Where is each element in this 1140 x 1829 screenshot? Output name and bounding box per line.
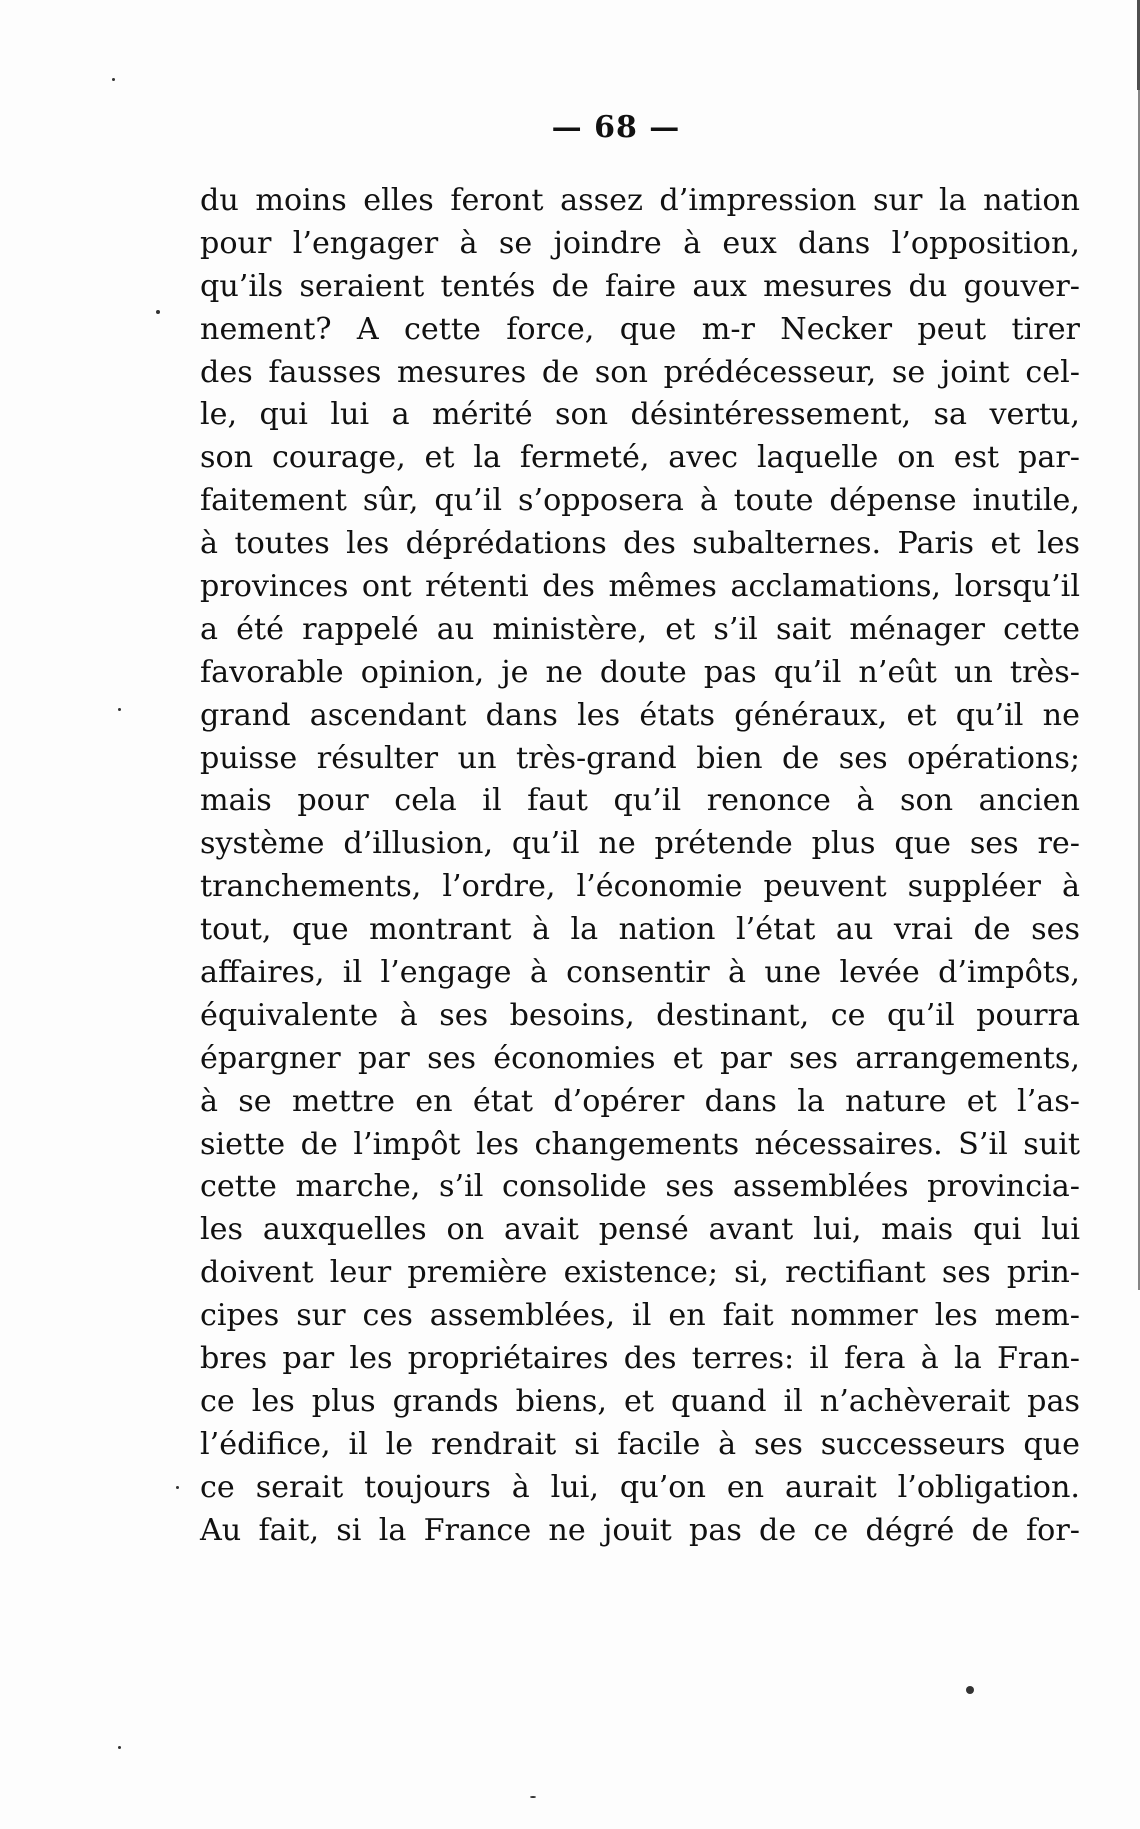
ink-speck [966,1686,974,1694]
ink-speck [118,708,121,711]
text-line: siette de l’impôt les changements nécessaires. S’il suit [200,1126,1080,1162]
text-line: faitement sûr, qu’il s’opposera à toute dépense inutile, [200,483,1080,519]
body-text [200,180,1080,1553]
text-line: des fausses mesures de son prédécesseur, se joint cel- [200,354,1080,390]
text-line: épargner par ses économies et par ses arrangements, [200,1040,1080,1076]
ink-speck [530,1796,536,1798]
text-line: grand ascendant dans les états généraux, et qu’il ne [200,697,1080,733]
page-number: — 68 — [551,110,681,145]
text-line: le, qui lui a mérité son désintéressement, sa vertu, [200,397,1080,433]
ink-speck [112,78,115,81]
text-line: puisse résulter un très-grand bien de ses opérations; [200,740,1080,776]
text-line: pour l’engager à se joindre à eux dans l’opposition, [200,225,1080,261]
ink-speck [176,1486,179,1489]
text-line: tout, que montrant à la nation l’état au vrai de ses [200,912,1080,948]
text-line: l’édifice, il le rendrait si facile à ses successeurs que [200,1426,1080,1462]
text-line: équivalente à ses besoins, destinant, ce qu’il pourra [200,997,1080,1033]
text-line: son courage, et la fermeté, avec laquelle on est par- [200,440,1080,476]
text-line: nement? A cette force, que m-r Necker peut tirer [200,311,1080,347]
text-line: qu’ils seraient tentés de faire aux mesures du gouver- [200,268,1080,304]
text-line: les auxquelles on avait pensé avant lui, mais qui lui [200,1212,1080,1248]
text-line: cette marche, s’il consolide ses assemblées provincia- [200,1169,1080,1205]
text-line: cipes sur ces assemblées, il en fait nommer les mem- [200,1298,1080,1334]
text-line: du moins elles feront assez d’impression sur la nation [200,183,1080,218]
ink-speck [118,1746,121,1749]
text-line: système d’illusion, qu’il ne prétende plus que ses re- [200,826,1080,862]
text-line: provinces ont rétenti des mêmes acclamations, lorsqu’il [200,569,1080,605]
text-line: affaires, il l’engage à consentir à une levée d’impôts, [200,955,1080,991]
text-line: bres par les propriétaires des terres: il fera à la Fran- [200,1341,1080,1377]
text-line: doivent leur première existence; si, rectifiant ses prin- [200,1255,1080,1291]
text-line: tranchements, l’ordre, l’économie peuvent suppléer à [200,869,1080,905]
text-line: ce les plus grands biens, et quand il n’achèverait pas [200,1383,1080,1419]
text-line: ce serait toujours à lui, qu’on en aurait l’obligation. [200,1469,1080,1505]
text-line: mais pour cela il faut qu’il renonce à son ancien [200,783,1080,819]
text-line: a été rappelé au ministère, et s’il sait ménager cette [200,611,1080,647]
text-line: Au fait, si la France ne jouit pas de ce dégré de for- [200,1512,1080,1548]
text-line: favorable opinion, je ne doute pas qu’il n’eût un très- [200,654,1080,690]
text-line: à toutes les déprédations des subalternes. Paris et les [200,526,1080,562]
text-line: à se mettre en état d’opérer dans la nature et l’as- [200,1083,1080,1119]
ink-speck [156,310,160,314]
